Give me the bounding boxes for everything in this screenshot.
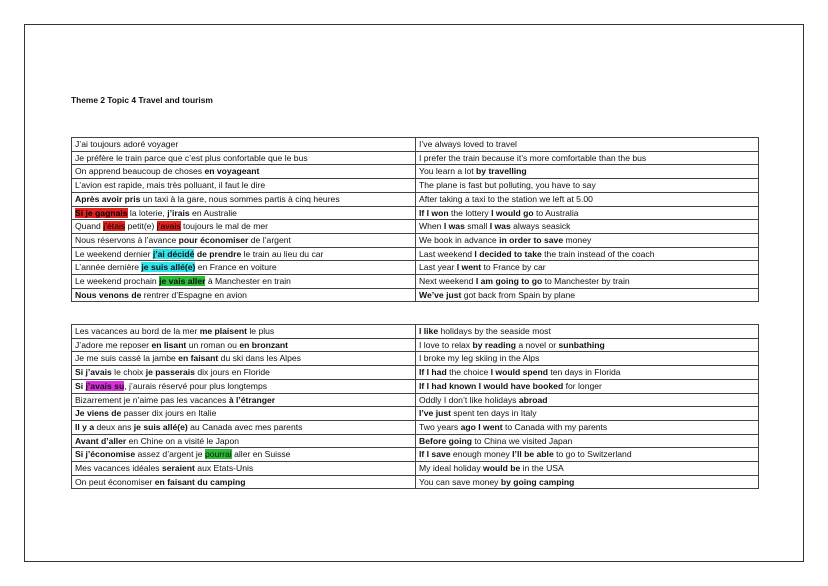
bold-phrase: would be [483,463,521,474]
text-segment: After taking a taxi to the station we left at 5.00 [419,193,593,204]
french-cell [72,288,416,302]
text-segment: en Australie [189,207,237,218]
bold-phrase: We’ve just [419,289,462,300]
table-row [72,325,759,339]
bold-phrase: I’ll be able [512,449,554,460]
table-row [72,379,759,393]
english-cell [416,192,759,206]
table-row [72,179,759,193]
text-segment: When [419,221,444,232]
french-cell [72,366,416,380]
text-segment: en Chine on a visité le Japon [126,435,240,446]
text-segment: My ideal holiday [419,463,484,474]
french-cell [72,151,416,165]
english-cell [416,448,759,462]
text-segment: small [464,221,490,232]
text-segment: en France en voiture [195,262,277,273]
text-segment: Last weekend [419,248,475,259]
highlighted-phrase: j’avais su [85,380,125,391]
text-segment: Quand [75,221,104,232]
french-cell [72,275,416,289]
english-cell [416,407,759,421]
text-segment: le train au lieu du car [241,248,324,259]
english-cell [416,288,759,302]
text-segment: le plus [246,326,275,336]
bold-phrase: by reading [472,339,516,350]
bold-phrase: Je viens de [75,408,122,419]
text-segment: I broke my leg skiing in the Alps [419,353,540,364]
text-segment: J’adore me reposer [75,339,152,350]
table-row [72,420,759,434]
text-segment: spent ten days in Italy [451,408,537,419]
highlighted-phrase: j’ai décidé [152,248,195,259]
english-cell [416,462,759,476]
text-segment: au Canada avec mes parents [187,421,303,432]
text-segment: I love to relax [419,339,473,350]
bold-phrase: I would spend [490,367,548,378]
english-cell [416,220,759,234]
text-segment: du ski dans les Alpes [218,353,301,364]
text-segment: got back from Spain by plane [461,289,576,300]
french-cell [72,247,416,261]
french-cell [72,393,416,407]
table-row [72,165,759,179]
text-segment: the lottery [448,207,492,218]
table-row [72,220,759,234]
table-row [72,261,759,275]
bold-phrase: Si j’avais [75,367,112,378]
french-cell [72,220,416,234]
bold-phrase: by travelling [476,166,527,177]
bold-phrase: de prendre [194,248,242,259]
text-segment: Je préfère le train parce que c’est plus confortable que le bus [75,152,308,163]
text-segment: The plane is fast but polluting, you have to say [419,180,596,191]
text-segment: Le weekend prochain [75,276,160,287]
french-cell [72,379,416,393]
bold-phrase: Il y a [75,421,95,432]
english-cell [416,393,759,407]
text-segment: L’avion est rapide, mais très polluant, il faut le dire [75,180,266,191]
english-cell [416,261,759,275]
bold-phrase: je suis allé(e) [133,421,188,432]
bold-phrase: en lisant [151,339,187,350]
bold-phrase: sunbathing [558,339,605,350]
table-row [72,352,759,366]
french-cell [72,352,416,366]
text-segment: petit(e) [125,221,157,232]
text-segment: to China we visited Japan [472,435,573,446]
text-segment: assez d’argent je [135,449,205,460]
text-segment: deux ans [94,421,134,432]
bold-phrase: I went [456,262,482,273]
table-row [72,206,759,220]
bold-phrase: by going camping [500,476,575,487]
text-segment: Oddly I don’t like holidays [419,394,519,405]
text-segment: Mes vacances idéales [75,463,162,474]
english-cell [416,366,759,380]
text-segment: toujours le mal de mer [180,221,269,232]
text-segment: always seasick [510,221,571,232]
english-cell [416,338,759,352]
text-segment: aux Etats-Unis [194,463,254,474]
english-cell [416,434,759,448]
text-segment: Je me suis cassé la jambe [75,353,179,364]
bold-phrase: pour économiser [178,234,249,245]
highlighted-phrase: j’étais [103,221,126,232]
bold-phrase: I am going to go [475,276,543,287]
french-cell [72,179,416,193]
text-segment: J’ai toujours adoré voyager [75,139,179,149]
french-cell [72,233,416,247]
bold-phrase: Si [75,380,86,391]
text-segment: On peut économiser [75,476,155,487]
text-segment: à Manchester en train [205,276,291,287]
text-segment: Nous réservons à l’avance [75,234,179,245]
text-segment: to Canada with my parents [502,421,608,432]
text-segment: the train instead of the coach [541,248,655,259]
table-row [72,247,759,261]
text-segment: enough money [450,449,513,460]
bold-phrase: me plaisent [199,326,247,336]
bold-phrase: I’ve just [419,408,451,419]
bold-phrase: If I won [419,207,449,218]
table-row [72,366,759,380]
table-row [72,448,759,462]
french-cell [72,192,416,206]
table-row [72,151,759,165]
bold-phrase: j’irais [167,207,190,218]
text-segment: la loterie, [127,207,168,218]
text-segment: to Manchester by train [542,276,630,287]
text-segment: aller en Suisse [231,449,291,460]
vocab-table-travel [71,137,759,302]
bold-phrase: Si j’économise [75,449,136,460]
highlighted-phrase: pourrai [204,449,232,460]
bold-phrase: If I had [419,367,447,378]
english-cell [416,206,759,220]
bold-phrase: If I save [419,449,451,460]
bold-phrase: abroad [518,394,548,405]
bold-phrase: en bronzant [239,339,289,350]
bold-phrase: en faisant du camping [154,476,246,487]
text-segment: the choice [446,367,491,378]
english-cell [416,138,759,152]
french-cell [72,206,416,220]
highlighted-phrase: j’avais [156,221,181,232]
bold-phrase: I decided to take [474,248,542,259]
text-segment: le choix [111,367,146,378]
text-segment: I’ve always loved to travel [419,139,517,149]
text-segment: to Australia [533,207,579,218]
french-cell [72,475,416,489]
text-segment: holidays by the seaside most [438,326,551,336]
french-cell [72,407,416,421]
text-segment: ten days in Florida [547,367,621,378]
text-segment: You can save money [419,476,501,487]
english-cell [416,275,759,289]
english-cell [416,233,759,247]
english-cell [416,165,759,179]
text-segment: un taxi à la gare, nous sommes partis à cinq heures [140,193,340,204]
table-row [72,475,759,489]
english-cell [416,420,759,434]
text-segment: to go to Switzerland [553,449,632,460]
bold-phrase: I was [489,221,511,232]
french-cell [72,434,416,448]
table-row [72,192,759,206]
text-segment: to France by car [481,262,546,273]
text-segment: money [563,234,592,245]
bold-phrase: ago I went [460,421,503,432]
french-cell [72,420,416,434]
text-segment: I prefer the train because it’s more comfortable than the bus [419,152,647,163]
text-segment: You learn a lot [419,166,477,177]
table-row [72,462,759,476]
text-segment: Last year [419,262,457,273]
bold-phrase: seraient [161,463,195,474]
text-segment: We book in advance [419,234,500,245]
text-segment: de l’argent [248,234,291,245]
english-cell [416,247,759,261]
bold-phrase: Après avoir pris [75,193,141,204]
french-cell [72,261,416,275]
bold-phrase: Nous venons de [75,289,142,300]
table-row [72,275,759,289]
highlighted-phrase: Si je gagnais [75,207,128,218]
english-cell [416,379,759,393]
bold-phrase: I like [419,326,439,336]
text-segment: Next weekend [419,276,476,287]
text-segment: for longer [563,380,602,391]
french-cell [72,448,416,462]
text-segment: rentrer d’Espagne en avion [141,289,247,300]
table-row [72,434,759,448]
bold-phrase: en voyageant [204,166,260,177]
bold-phrase: Before going [419,435,472,446]
english-cell [416,325,759,339]
table-row [72,393,759,407]
table-row [72,407,759,421]
bold-phrase: Avant d’aller [75,435,127,446]
bold-phrase: je passerais [145,367,195,378]
text-segment: Les vacances au bord de la mer [75,326,200,336]
english-cell [416,179,759,193]
table-row [72,233,759,247]
text-segment: On apprend beaucoup de choses [75,166,205,177]
french-cell [72,338,416,352]
french-cell [72,138,416,152]
english-cell [416,151,759,165]
english-cell [416,352,759,366]
page-title: Theme 2 Topic 4 Travel and tourism [71,95,213,105]
highlighted-phrase: je vais aller [159,276,206,287]
french-cell [72,165,416,179]
text-segment: dix jours en Floride [194,367,270,378]
text-segment: a novel or [515,339,559,350]
text-segment: un roman ou [186,339,240,350]
bold-phrase: I was [443,221,465,232]
text-segment: L’année dernière [75,262,142,273]
highlighted-phrase: je suis allé(e) [141,262,196,273]
table-row [72,288,759,302]
bold-phrase: If I had known I would have booked [419,380,564,391]
french-cell [72,462,416,476]
bold-phrase: I would go [491,207,534,218]
text-segment: Le weekend dernier [75,248,153,259]
bold-phrase: en faisant [178,353,219,364]
bold-phrase: in order to save [499,234,564,245]
bold-phrase: à l’étranger [228,394,276,405]
text-segment: Bizarrement je n’aime pas les vacances [75,394,229,405]
french-cell [72,325,416,339]
table-row [72,138,759,152]
text-segment: passer dix jours en Italie [121,408,217,419]
english-cell [416,475,759,489]
vocab-table-holidays [71,324,759,489]
text-segment: Two years [419,421,461,432]
text-segment: , j’aurais réservé pour plus longtemps [124,380,268,391]
text-segment: in the USA [520,463,564,474]
table-row [72,338,759,352]
